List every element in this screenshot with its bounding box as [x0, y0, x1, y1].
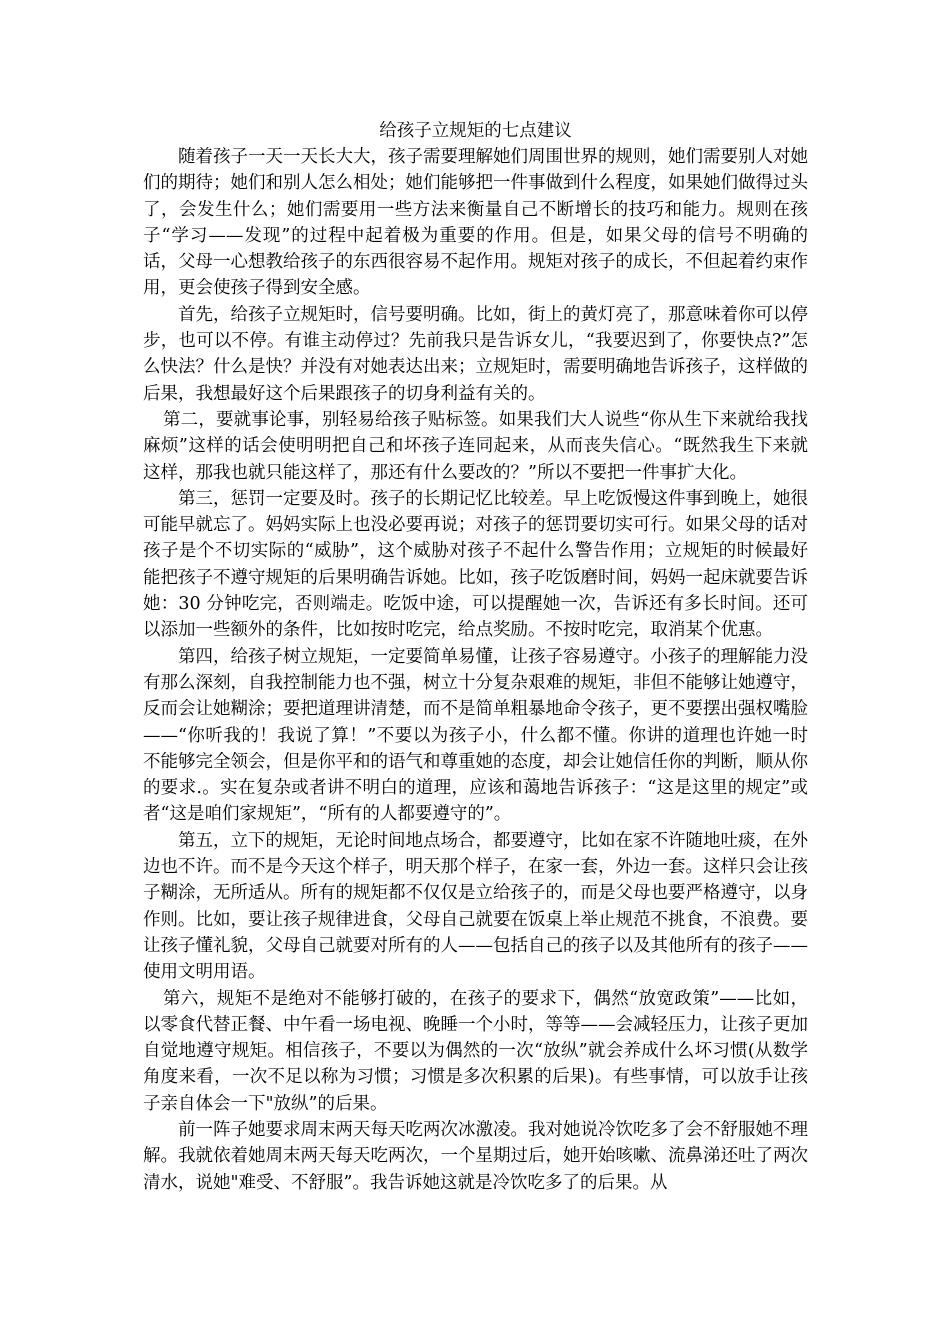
paragraph-sixth-point: 第六，规矩不是绝对不能够打破的，在孩子的要求下，偶然“放宽政策”——比如，以零食代替正餐、中午看一场电视、晚睡一个小时，等等——会减轻压力，让孩子更加自觉地遵守规矩。相信孩子，不要以为偶然的一次“放纵”就会养成什么坏习惯(从数学角度来看，一次不足以称为习惯；习惯是多次积累的后果)。有些事情，可以放手让孩子亲自体会一下"放纵”的后果。 — [143, 988, 808, 1114]
paragraph-first-point: 首先，给孩子立规矩时，信号要明确。比如，街上的黄灯亮了，那意味着你可以停步，也可以不停。有谁主动停过？先前我只是告诉女儿，“我要迟到了，你要快点?”怎么快法？什么是快？并没有对她表达出来；立规矩时，需要明确地告诉孩子，这样做的后果，我想最好这个后果跟孩子的切身利益有关的。 — [143, 304, 808, 404]
paragraph-second-point: 第二，要就事论事，别轻易给孩子贴标签。如果我们大人说些“你从生下来就给我找麻烦”这样的话会使明明把自己和坏孩子连同起来，从而丧失信心。“既然我生下来就这样，那我也就只能这样了，那还有什么要改的？”所以不要把一件事扩大化。 — [143, 409, 808, 483]
paragraph-fifth-point: 第五，立下的规矩，无论时间地点场合，都要遵守，比如在家不许随地吐痰，在外边也不许。而不是今天这个样子，明天那个样子，在家一套，外边一套。这样只会让孩子糊涂，无所适从。所有的规矩都不仅仅是立给孩子的，而是父母也要严格遵守，以身作则。比如，要让孩子规律进食，父母自己就要在饭桌上举止规范不挑食，不浪费。要让孩子懂礼貌，父母自己就要对所有的人——包括自己的孩子以及其他所有的孩子——使用文明用语。 — [143, 830, 808, 983]
paragraph-example: 前一阵子她要求周末两天每天吃两次冰激凌。我对她说冷饮吃多了会不舒服她不理解。我就依着她周末两天每天吃两次，一个星期过后，她开始咳嗽、流鼻涕还吐了两次清水，说她"难受、不舒服”。我告诉她这就是冷饮吃多了的后果。从 — [143, 1119, 808, 1193]
paragraph-intro: 随着孩子一天一天长大大，孩子需要理解她们周围世界的规则，她们需要别人对她们的期待；她们和别人怎么相处；她们能够把一件事做到什么程度，如果她们做得过头了，会发生什么；她们需要用一些方法来衡量自己不断增长的技巧和能力。规则在孩子“学习——发现”的过程中起着极为重要的作用。但是，如果父母的信号不明确的话，父母一心想教给孩子的东西很容易不起作用。规矩对孩子的成长，不但起着约束作用，更会使孩子得到安全感。 — [143, 147, 808, 299]
document-title: 给孩子立规矩的七点建议 — [379, 121, 572, 141]
document-page — [143, 118, 808, 1196]
paragraph-third-point: 第三，惩罚一定要及时。孩子的长期记忆比较差。早上吃饭慢这件事到晚上，她很可能早就忘了。妈妈实际上也没必要再说；对孩子的惩罚要切实可行。如果父母的话对孩子是个不切实际的“威胁”，这个威胁对孩子不起什么警告作用；立规矩的时候最好能把孩子不遵守规矩的后果明确告诉她。比如，孩子吃饭磨时间，妈妈一起床就要告诉她：30 分钟吃完，否则端走。吃饭中途，可以提醒她一次，告诉还有多长时间。还可以添加一些额外的条件，比如按时吃完，给点奖励。不按时吃完，取消某个优惠。 — [143, 488, 808, 641]
paragraph-fourth-point: 第四，给孩子树立规矩，一定要简单易懂，让孩子容易遵守。小孩子的理解能力没有那么深刻，自我控制能力也不强，树立十分复杂艰难的规矩，非但不能够让她遵守，反而会让她糊涂；要把道理讲清楚，而不是简单粗暴地命令孩子，更不要摆出强权嘴脸——“你听我的！我说了算！”不要以为孩子小，什么都不懂。你讲的道理也许她一时不能够完全领会，但是你平和的语气和尊重她的态度，却会让她信任你的判断，顺从你的要求.。实在复杂或者讲不明白的道理，应该和蔼地告诉孩子：“这是这里的规定”或者“这是咱们家规矩”，“所有的人都要遵守的”。 — [143, 646, 808, 825]
